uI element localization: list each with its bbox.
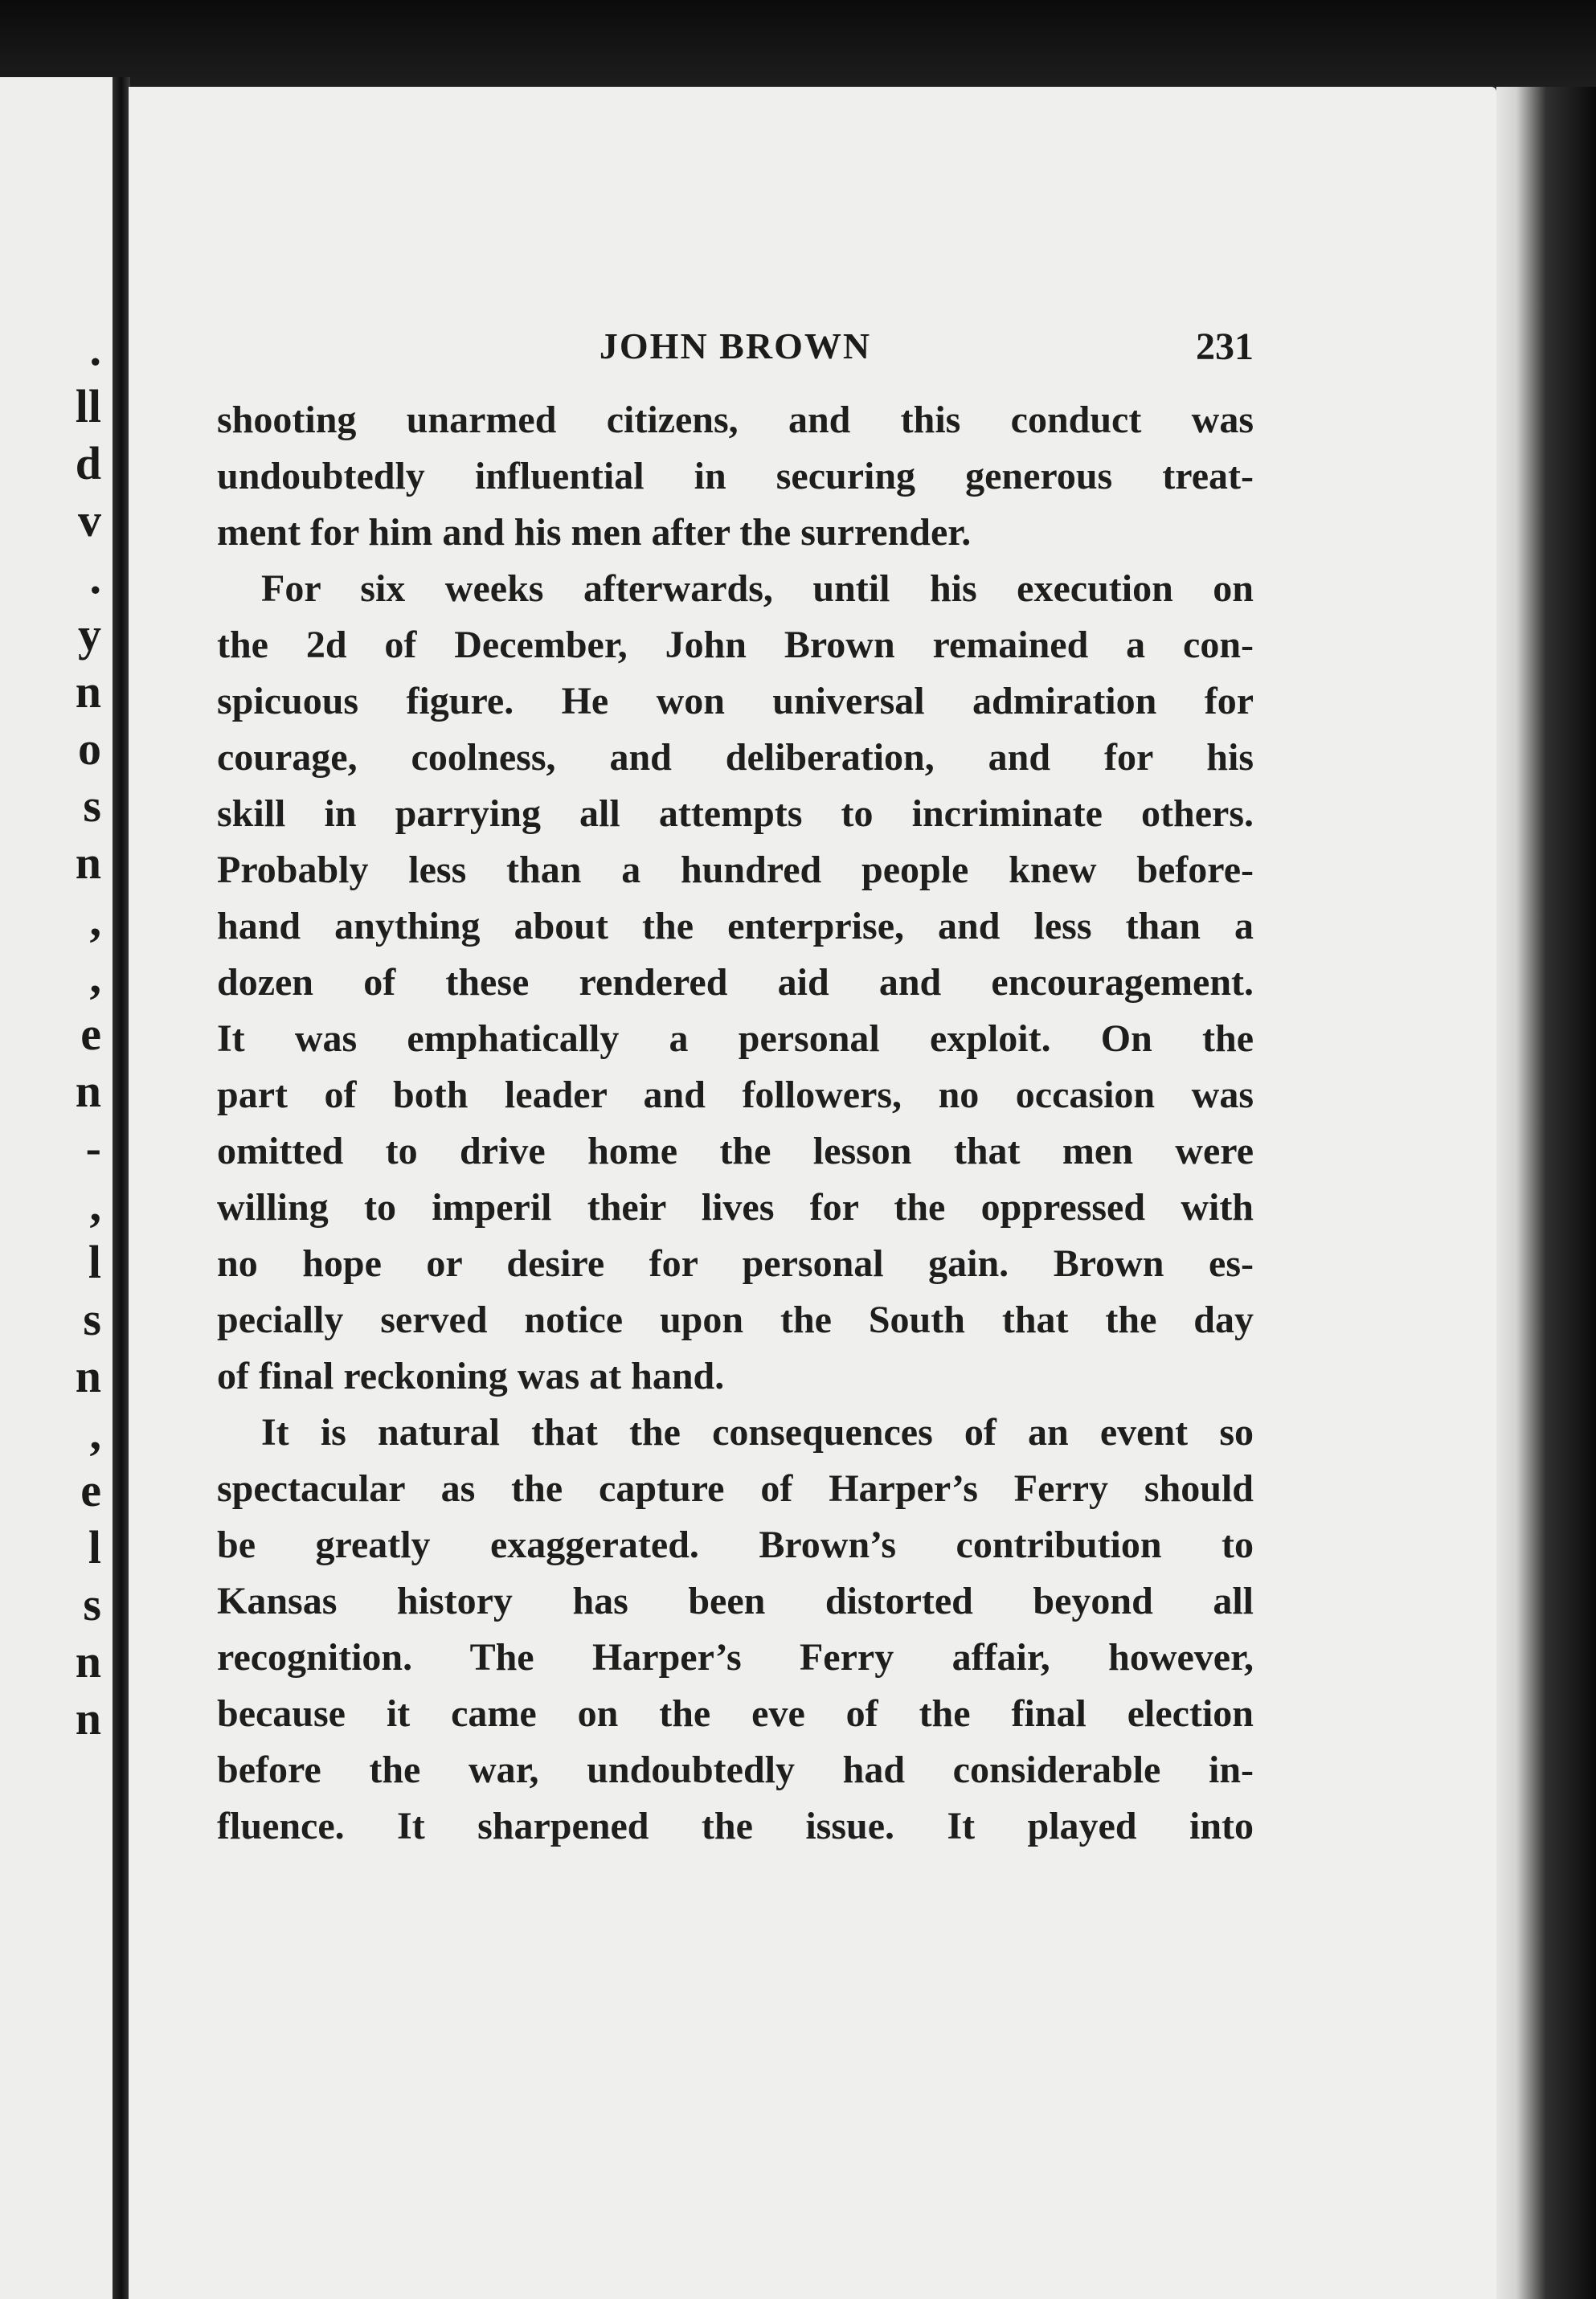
text-line: courage, coolness, and deliberation, and for his <box>217 736 1254 779</box>
book-gutter <box>113 77 130 2299</box>
fragment-char: n <box>75 1635 101 1687</box>
previous-page-edge <box>0 77 113 2299</box>
text-line: part of both leader and followers, no occasion was <box>217 1074 1254 1116</box>
fragment-char: n <box>75 1065 101 1117</box>
fragment-char: s <box>83 1578 101 1630</box>
text-line: It is natural that the consequences of an event so <box>261 1411 1254 1454</box>
running-title: JOHN BROWN <box>599 325 872 366</box>
fragment-char: . <box>89 323 101 375</box>
text-line: omitted to drive home the lesson that men were <box>217 1130 1254 1172</box>
text-line: recognition. The Harper’s Ferry affair, however, <box>217 1636 1254 1679</box>
fragment-char: l <box>88 1236 101 1288</box>
text-line: because it came on the eve of the final election <box>217 1692 1254 1735</box>
body-text <box>217 392 1254 1855</box>
fragment-char: n <box>75 837 101 889</box>
fragment-char: e <box>80 1464 101 1516</box>
text-line: undoubtedly influential in securing generous treat- <box>217 455 1254 497</box>
book-page <box>129 87 1496 2299</box>
text-line: dozen of these rendered aid and encouragement. <box>217 961 1254 1004</box>
text-line: skill in parrying all attempts to incriminate others. <box>217 792 1254 835</box>
text-line: spectacular as the capture of Harper’s Ferry should <box>217 1467 1254 1510</box>
text-line: ment for him and his men after the surrender. <box>217 511 972 554</box>
text-line: the 2d of December, John Brown remained a con- <box>217 624 1254 666</box>
fragment-char: , <box>89 951 101 1003</box>
page-number: 231 <box>1196 325 1254 368</box>
text-line: fluence. It sharpened the issue. It played into <box>217 1805 1254 1847</box>
fragment-char: l <box>88 1521 101 1573</box>
fragment-char: e <box>80 1008 101 1060</box>
previous-page-text-fragments <box>0 77 113 2299</box>
text-line: Kansas history has been distorted beyond all <box>217 1580 1254 1622</box>
text-line: It was emphatically a personal exploit. On the <box>217 1017 1254 1060</box>
fragment-char: , <box>89 894 101 946</box>
fragment-char: . <box>89 551 101 603</box>
fragment-char: y <box>78 608 101 661</box>
text-line: For six weeks afterwards, until his execution on <box>261 567 1254 610</box>
fragment-char: n <box>75 1350 101 1402</box>
fragment-char: ll <box>75 380 101 432</box>
text-line: before the war, undoubtedly had considerable in- <box>217 1749 1254 1791</box>
scan-top-border <box>0 0 1596 88</box>
fragment-char: , <box>89 1179 101 1231</box>
text-line: pecially served notice upon the South that the day <box>217 1299 1254 1341</box>
text-line: spicuous figure. He won universal admiration for <box>217 680 1254 722</box>
text-line: shooting unarmed citizens, and this conduct was <box>217 399 1254 441</box>
text-line: of final reckoning was at hand. <box>217 1355 725 1397</box>
text-line: hand anything about the enterprise, and less than a <box>217 905 1254 947</box>
page-header <box>217 325 1254 373</box>
text-line: be greatly exaggerated. Brown’s contribution to <box>217 1524 1254 1566</box>
fragment-char: , <box>89 1407 101 1459</box>
text-line: Probably less than a hundred people knew before- <box>217 849 1254 891</box>
fragment-char: s <box>83 1293 101 1345</box>
fragment-char: n <box>75 665 101 718</box>
text-line: no hope or desire for personal gain. Brown es- <box>217 1242 1254 1285</box>
fragment-char: v <box>78 494 101 546</box>
scan-right-border <box>1496 87 1596 2299</box>
fragment-char: d <box>75 437 101 489</box>
fragment-char: s <box>83 779 101 832</box>
text-line: willing to imperil their lives for the oppressed with <box>217 1186 1254 1229</box>
fragment-char: o <box>78 722 101 775</box>
fragment-char: n <box>75 1692 101 1745</box>
fragment-char: - <box>85 1122 101 1174</box>
